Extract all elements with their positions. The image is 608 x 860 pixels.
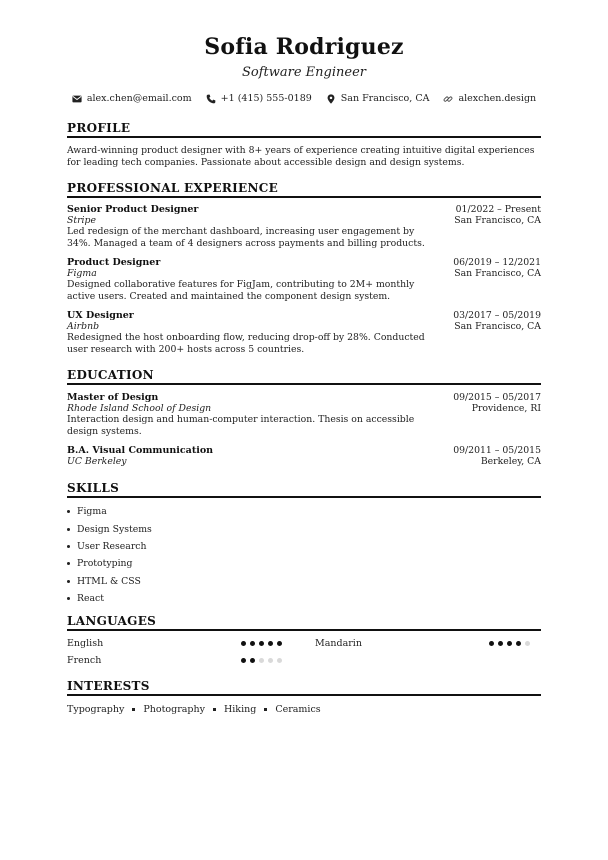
website-text: alexchen.design [458, 93, 537, 104]
candidate-role: Software Engineer [241, 65, 366, 80]
bullet-icon [67, 510, 70, 513]
interest-item: Photography [143, 704, 205, 715]
degree-title: Master of Design [67, 392, 159, 403]
company-name: Stripe [67, 215, 96, 226]
interest-item: Ceramics [275, 704, 321, 715]
separator-icon [264, 708, 267, 711]
profile-summary: Award-winning product designer with 8+ years of experience creating intuitive digital experiences for leading tech companies. Passionate about accessible design and design systems. [67, 145, 535, 168]
bullet-icon [67, 580, 70, 583]
education-dates: 09/2011 – 05/2015 [453, 445, 541, 456]
contact-phone[interactable] [206, 93, 312, 104]
contact-website[interactable] [443, 93, 536, 104]
section-title-languages: LANGUAGES [67, 614, 157, 628]
degree-title: B.A. Visual Communication [67, 445, 214, 456]
skill-label: HTML & CSS [77, 575, 141, 587]
language-name: English [67, 638, 104, 649]
section-divider [67, 694, 541, 696]
map-pin-icon [326, 94, 336, 104]
language-name: Mandarin [315, 638, 362, 649]
section-divider [67, 196, 541, 198]
interest-item: Typography [67, 704, 125, 715]
job-title: UX Designer [67, 310, 134, 321]
job-description: Led redesign of the merchant dashboard, increasing user engagement by 34%. Managed a team of 4 designers across payments and billing products. [67, 226, 425, 249]
section-divider [67, 496, 541, 498]
job-description: Designed collaborative features for FigJam, contributing to 2M+ monthly active users. Created and maintained the component design system. [67, 279, 415, 302]
skill-label: React [77, 593, 104, 605]
level-dot-empty-icon [277, 658, 282, 663]
skill-label: User Research [77, 540, 147, 552]
email-text: alex.chen@email.com [86, 93, 192, 104]
level-dot-empty-icon [259, 658, 264, 663]
education-location: Berkeley, CA [480, 456, 541, 467]
level-dot-filled-icon [489, 641, 494, 646]
envelope-icon [72, 94, 82, 104]
section-divider [67, 136, 541, 138]
language-name: French [67, 655, 102, 666]
phone-text: +1 (415) 555-0189 [220, 93, 312, 104]
bullet-icon [67, 562, 70, 565]
skill-label: Prototyping [77, 558, 133, 570]
skill-item [67, 503, 152, 520]
location-text: San Francisco, CA [340, 93, 430, 104]
skill-item [67, 573, 152, 590]
level-dot-filled-icon [250, 658, 255, 663]
level-dot-filled-icon [516, 641, 521, 646]
contact-email[interactable] [72, 93, 192, 104]
job-location: San Francisco, CA [454, 321, 541, 332]
education-description: Interaction design and human-computer interaction. Thesis on accessible design systems. [67, 414, 415, 437]
candidate-name: Sofia Rodriguez [204, 34, 404, 60]
job-dates: 01/2022 – Present [455, 204, 541, 215]
section-title-skills: SKILLS [67, 481, 120, 495]
section-title-interests: INTERESTS [67, 679, 150, 693]
language-level [489, 641, 530, 646]
level-dot-filled-icon [277, 641, 282, 646]
company-name: Figma [67, 268, 97, 279]
separator-icon [213, 708, 216, 711]
school-name: Rhode Island School of Design [67, 403, 212, 414]
level-dot-empty-icon [268, 658, 273, 663]
level-dot-empty-icon [525, 641, 530, 646]
section-title-experience: PROFESSIONAL EXPERIENCE [67, 181, 279, 195]
school-name: UC Berkeley [67, 456, 127, 467]
level-dot-filled-icon [498, 641, 503, 646]
link-icon [443, 94, 453, 104]
language-level [241, 641, 282, 646]
job-location: San Francisco, CA [454, 215, 541, 226]
company-name: Airbnb [67, 321, 100, 332]
job-description: Redesigned the host onboarding flow, reducing drop-off by 28%. Conducted user research with 200+ hosts across 5 countries. [67, 332, 425, 355]
skill-item [67, 590, 152, 607]
skill-label: Figma [77, 506, 107, 518]
job-dates: 03/2017 – 05/2019 [453, 310, 541, 321]
job-dates: 06/2019 – 12/2021 [453, 257, 541, 268]
education-location: Providence, RI [471, 403, 541, 414]
level-dot-filled-icon [250, 641, 255, 646]
phone-icon [206, 94, 216, 104]
job-title: Senior Product Designer [67, 204, 199, 215]
job-title: Product Designer [67, 257, 161, 268]
language-level [241, 658, 282, 663]
section-divider [67, 383, 541, 385]
contact-location [326, 93, 430, 104]
level-dot-filled-icon [507, 641, 512, 646]
skills-list [67, 503, 152, 607]
level-dot-filled-icon [268, 641, 273, 646]
skill-item [67, 520, 152, 537]
contact-bar [0, 93, 608, 104]
skill-item [67, 538, 152, 555]
section-divider [67, 629, 541, 631]
bullet-icon [67, 545, 70, 548]
bullet-icon [67, 528, 70, 531]
level-dot-filled-icon [241, 641, 246, 646]
skill-label: Design Systems [77, 523, 152, 535]
bullet-icon [67, 597, 70, 600]
interests-list [67, 704, 321, 715]
job-location: San Francisco, CA [454, 268, 541, 279]
level-dot-filled-icon [259, 641, 264, 646]
section-title-profile: PROFILE [67, 121, 131, 135]
section-title-education: EDUCATION [67, 368, 154, 382]
level-dot-filled-icon [241, 658, 246, 663]
separator-icon [132, 708, 135, 711]
skill-item [67, 555, 152, 572]
education-dates: 09/2015 – 05/2017 [453, 392, 541, 403]
interest-item: Hiking [223, 704, 257, 715]
